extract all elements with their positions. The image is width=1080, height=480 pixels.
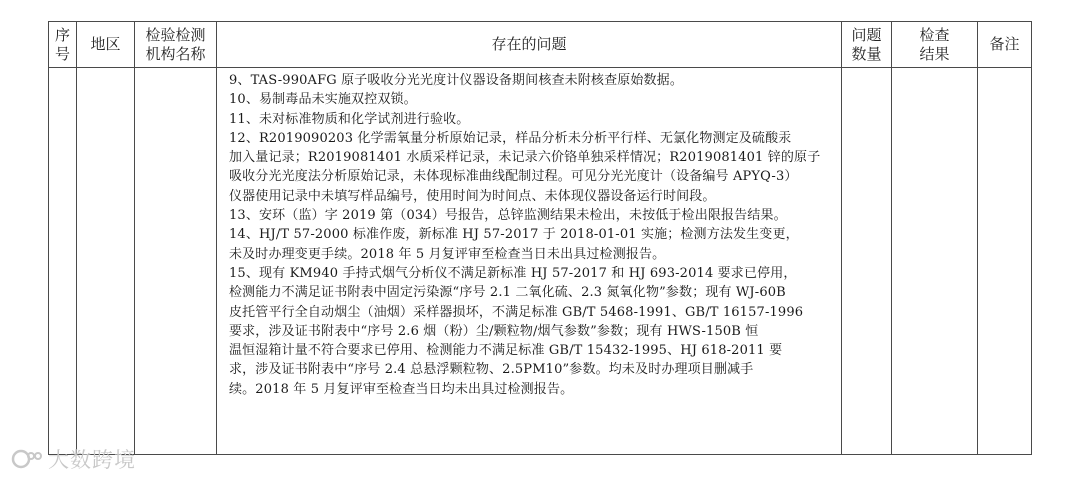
- cell-remark: [978, 68, 1032, 455]
- problem-item-11: 11、未对标准物质和化学试剂进行验收。: [229, 111, 470, 127]
- problem-item-12: 12、R2019090203 化学需氧量分析原始记录，样品分析未分析平行样、无氯化物测定及硫酸汞 加入量记录；R2019081401 水质采样记录，未记录六价铬单独采样情况；R2019081401 锌的原子 吸收分光光度法分析原始记录，未体现标准曲线配制过程。可见分光光度计（设备编号 APYQ-3） 仪器使用记录中未填写样品编号，使用时间为时间点、未体现仪器设备运行时间段。: [229, 130, 821, 204]
- problem-list: [217, 68, 841, 399]
- table-row: [49, 68, 1032, 455]
- inspection-table: [48, 21, 1032, 455]
- problem-item-10: 10、易制毒品未实施双控双锁。: [229, 92, 417, 108]
- header-no: 序 号: [49, 22, 77, 68]
- problem-item-15: 15、现有 KM940 手持式烟气分析仪不满足新标准 HJ 57-2017 和 HJ 693-2014 要求已停用， 检测能力不满足证书附表中固定污染源“序号 2.1 二氧化硫、2.3 氮氧化物”参数；现有 WJ-60B 皮托管平行全自动烟尘（油烟）采样器损坏，不满足标准 GB/T 5468-1991、GB/T 16157-1996 要求，涉及证书附表中“序号 2.6 烟（粉）尘/颗粒物/烟气参数”参数；现有 HWS-150B 恒 温恒湿箱计量不符合要求已停用、检测能力不满足标准 GB/T 15432-1995、HJ 618-2011 要 求，涉及证书附表中“序号 2.4 总悬浮颗粒物、2.5PM10”参数。均未及时办理项目删减手 续。2018 年 5 月复评审至检查当日均未出具过检测报告。: [229, 265, 804, 397]
- header-remark: 备注: [978, 22, 1032, 68]
- cell-agency: [135, 68, 217, 455]
- watermark-text: 大数跨境: [48, 448, 136, 472]
- watermark-logo-icon: [10, 448, 44, 470]
- cell-result: [892, 68, 978, 455]
- header-agency: 检验检测 机构名称: [135, 22, 217, 68]
- problem-item-13: 13、安环（监）字 2019 第（034）号报告，总锌监测结果未检出，未按低于检出限报告结果。: [229, 208, 787, 224]
- cell-region: [77, 68, 135, 455]
- header-row: [49, 22, 1032, 68]
- cell-count: [842, 68, 892, 455]
- header-count: 问题 数量: [842, 22, 892, 68]
- cell-problems: [217, 68, 842, 455]
- cell-no: [49, 68, 77, 455]
- problem-item-14: 14、HJ/T 57-2000 标准作废，新标准 HJ 57-2017 于 2018-01-01 实施；检测方法发生变更， 未及时办理变更手续。2018 年 5 月复评审至检查当日未出具过检测报告。: [229, 227, 799, 262]
- header-region: 地区: [77, 22, 135, 68]
- header-problems: 存在的问题: [217, 22, 842, 68]
- watermark: [10, 444, 136, 474]
- header-result: 检查 结果: [892, 22, 978, 68]
- problem-item-9: 9、TAS-990AFG 原子吸收分光光度计仪器设备期间核查未附核查原始数据。: [229, 73, 683, 88]
